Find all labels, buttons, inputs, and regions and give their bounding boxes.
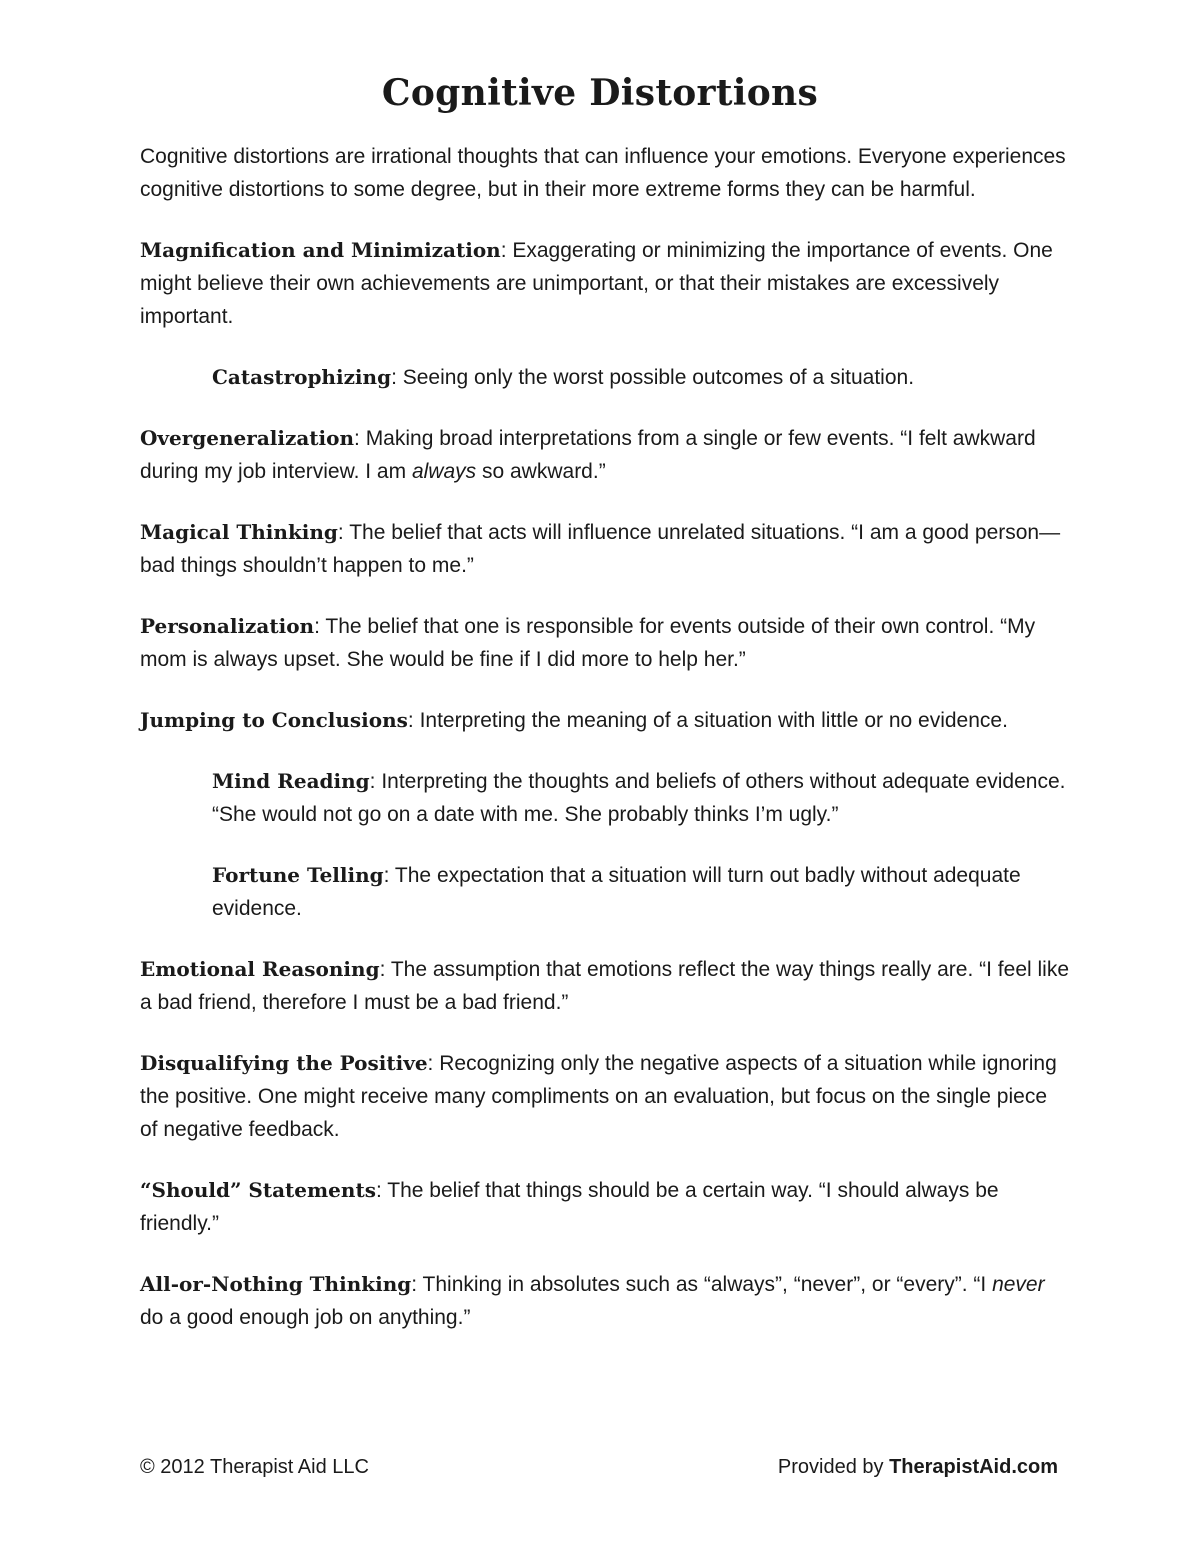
provided-by: Provided by TherapistAid.com xyxy=(777,1456,1058,1478)
definition-text: The belief that things should be a certain way. “I should always be friendly.” xyxy=(140,1179,999,1235)
definition-text: The assumption that emotions reflect the way things really are. “I feel like a bad friend, therefore I must be a bad friend.” xyxy=(140,958,1070,1014)
definition-text: Thinking in absolutes such as “always”, “never”, or “every”. “I xyxy=(422,1273,993,1296)
term-label: Disqualifying the Positive xyxy=(140,1051,428,1075)
term-label: Fortune Telling xyxy=(212,863,384,887)
definition-text: The belief that acts will influence unrelated situations. “I am a good person—bad things shouldn’t happen to me.” xyxy=(140,521,1061,577)
term-label: Jumping to Conclusions xyxy=(140,708,408,732)
distortion-magical-thinking: Magical Thinking: The belief that acts will influence unrelated situations. “I am a good person—bad things shouldn’t happen to me.” xyxy=(140,520,1061,577)
term-label: Emotional Reasoning xyxy=(140,957,380,981)
emphasis-text: always xyxy=(411,460,477,483)
term-label: Magnification and Minimization xyxy=(140,238,501,262)
distortion-mind-reading: Mind Reading: Interpreting the thoughts and beliefs of others without adequate evidence. “She would not go on a date with me. She probably thinks I’m ugly.” xyxy=(212,769,1066,826)
distortion-disqualifying-the-positive: Disqualifying the Positive: Recognizing only the negative aspects of a situation while ignoring the positive. One might receive many compliments on an evaluation, but focus on the single piece of negative feedback. xyxy=(140,1051,1057,1141)
distortion-fortune-telling: Fortune Telling: The expectation that a situation will turn out badly without adequate evidence. xyxy=(212,863,1021,920)
distortion-overgeneralization: Overgeneralization: Making broad interpretations from a single or few events. “I felt awkward during my job interview. I am always so awkward.” xyxy=(140,426,1036,483)
distortion-magnification-minimization: Magnification and Minimization: Exaggerating or minimizing the importance of events. One might believe their own achievements are unimportant, or that their mistakes are excessively important. xyxy=(140,238,1053,328)
definition-text: Making broad interpretations from a single or few events. “I felt awkward during my job interview. I am xyxy=(140,427,1036,483)
distortion-emotional-reasoning: Emotional Reasoning: The assumption that emotions reflect the way things really are. “I feel like a bad friend, therefore I must be a bad friend.” xyxy=(140,957,1070,1014)
term-label: Magical Thinking xyxy=(140,520,338,544)
definition-text: The expectation that a situation will turn out badly without adequate evidence. xyxy=(212,864,1021,920)
term-label: “Should” Statements xyxy=(140,1178,376,1202)
distortion-catastrophizing: Catastrophizing: Seeing only the worst possible outcomes of a situation. xyxy=(212,365,915,389)
term-label: Mind Reading xyxy=(212,769,370,793)
emphasis-text: never xyxy=(992,1273,1045,1296)
content-body xyxy=(140,140,1070,1362)
page-title: Cognitive Distortions xyxy=(381,72,819,114)
copyright-notice: © 2012 Therapist Aid LLC xyxy=(140,1456,369,1478)
term-label: Personalization xyxy=(140,614,315,638)
distortion-jumping-to-conclusions: Jumping to Conclusions: Interpreting the meaning of a situation with little or no evidence. xyxy=(140,708,1008,732)
definition-text: Recognizing only the negative aspects of a situation while ignoring the positive. One might receive many compliments on an evaluation, but focus on the single piece of negative feedback. xyxy=(140,1052,1057,1141)
distortion-all-or-nothing-thinking: All-or-Nothing Thinking: Thinking in absolutes such as “always”, “never”, or “every”. “I never do a good enough job on anything.” xyxy=(140,1272,1045,1329)
brand-name: TherapistAid.com xyxy=(889,1456,1058,1478)
intro-paragraph: Cognitive distortions are irrational thoughts that can influence your emotions. Everyone experiences cognitive distortions to some degree, but in their more extreme forms they can be harmful. xyxy=(140,145,1066,201)
definition-text: Interpreting the thoughts and beliefs of others without adequate evidence. “She would not go on a date with me. She probably thinks I’m ugly.” xyxy=(212,770,1066,826)
definition-text: The belief that one is responsible for events outside of their own control. “My mom is always upset. She would be fine if I did more to help her.” xyxy=(140,615,1036,671)
distortion-should-statements: “Should” Statements: The belief that things should be a certain way. “I should always be friendly.” xyxy=(140,1178,999,1235)
definition-text-end: do a good enough job on anything.” xyxy=(140,1306,471,1329)
term-label: Overgeneralization xyxy=(140,426,355,450)
term-label: All-or-Nothing Thinking xyxy=(140,1272,412,1296)
definition-text-end: so awkward.” xyxy=(476,460,606,483)
definition-text: Exaggerating or minimizing the importance of events. One might believe their own achievements are unimportant, or that their mistakes are excessively important. xyxy=(140,239,1053,328)
page-footer xyxy=(140,1452,1058,1482)
term-label: Catastrophizing xyxy=(212,365,392,389)
definition-text: Seeing only the worst possible outcomes of a situation. xyxy=(402,366,915,389)
definition-text: Interpreting the meaning of a situation with little or no evidence. xyxy=(419,709,1008,732)
distortion-personalization: Personalization: The belief that one is responsible for events outside of their own control. “My mom is always upset. She would be fine if I did more to help her.” xyxy=(140,614,1036,671)
